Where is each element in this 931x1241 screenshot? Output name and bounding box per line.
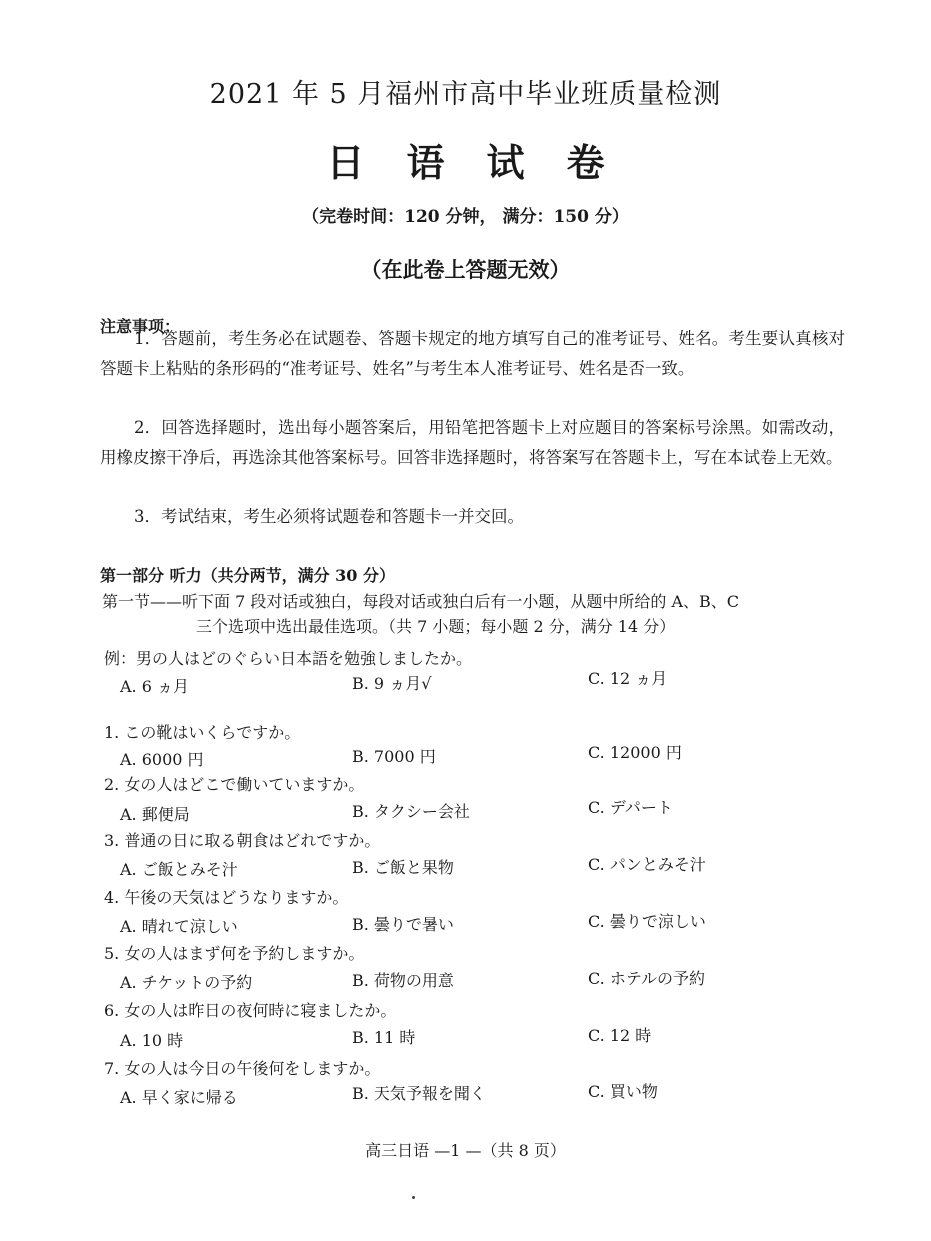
question-3-option-c: C. パンとみそ汁 [588, 855, 706, 874]
notice-heading: 注意事项： [100, 317, 181, 336]
question-1-stem: 1. この靴はいくらですか。 [104, 723, 301, 742]
example-option-b: B. 9 ヵ月√ [352, 674, 432, 693]
no-answer-note: （在此卷上答题无效） [360, 258, 571, 282]
question-6-option-a: A. 10 時 [120, 1031, 184, 1050]
part1-heading: 第一部分 听力（共分两节，满分 30 分） [100, 566, 395, 585]
question-3-option-b: B. ご飯と果物 [352, 858, 454, 877]
exam-title: 2021 年 5 月福州市高中毕业班质量检测 [209, 79, 722, 110]
question-7-option-a: A. 早く家に帰る [120, 1088, 238, 1107]
question-5-option-a: A. チケットの予約 [120, 973, 253, 992]
question-5-option-c: C. ホテルの予約 [588, 969, 706, 988]
question-6-stem: 6. 女の人は昨日の夜何時に寝ましたか。 [104, 1001, 397, 1020]
question-5-stem: 5. 女の人はまず何を予約しますか。 [104, 944, 365, 963]
question-2-stem: 2. 女の人はどこで働いていますか。 [104, 775, 365, 794]
notice-item-1: 1．答题前，考生务必在试题卷、答题卡规定的地方填写自己的准考证号、姓名。考生要认真核对答题卡上粘贴的条形码的“准考证号、姓名”与考生本人准考证号、姓名是否一致。 [100, 329, 845, 378]
notice-item-3: 3．考试结束，考生必须将试题卷和答题卡一并交回。 [134, 507, 524, 526]
question-4-option-b: B. 曇りで暑い [352, 915, 454, 934]
example-option-c: C. 12 ヵ月 [588, 669, 668, 688]
scan-speck [412, 1196, 415, 1199]
page-footer: 高三日语 —1 —（共 8 页） [365, 1141, 566, 1160]
example-option-a: A. 6 ヵ月 [120, 677, 189, 696]
question-5-option-b: B. 荷物の用意 [352, 971, 454, 990]
subject-title: 日语试卷 [326, 141, 647, 185]
question-2-option-c: C. デパート [588, 798, 673, 817]
question-4-option-c: C. 曇りで涼しい [588, 912, 706, 931]
question-7-stem: 7. 女の人は今日の午後何をしますか。 [104, 1059, 381, 1078]
question-4-stem: 4. 午後の天気はどうなりますか。 [104, 888, 349, 907]
question-2-option-a: A. 郵便局 [120, 805, 190, 824]
section1-instruction-line2: 三个选项中选出最佳选项。（共 7 小题；每小题 2 分，满分 14 分） [196, 617, 676, 636]
question-3-option-a: A. ご飯とみそ汁 [120, 860, 238, 879]
exam-time-info: （完卷时间：120 分钟， 满分：150 分） [302, 207, 629, 227]
section1-instruction-line1: 第一节——听下面 7 段对话或独白，每段对话或独白后有一小题，从题中所给的 A、B、C [102, 592, 739, 611]
question-1-option-a: A. 6000 円 [120, 750, 204, 769]
example-stem: 例：男の人はどのぐらい日本語を勉強しましたか。 [104, 649, 473, 668]
question-1-option-c: C. 12000 円 [588, 743, 682, 762]
question-6-option-b: B. 11 時 [352, 1028, 416, 1047]
question-7-option-c: C. 買い物 [588, 1082, 658, 1101]
question-2-option-b: B. タクシー会社 [352, 802, 470, 821]
notice-item-2: 2．回答选择题时，选出每小题答案后，用铅笔把答题卡上对应题目的答案标号涂黑。如需改动，用橡皮擦干净后，再选涂其他答案标号。回答非选择题时，将答案写在答题卡上，写在本试卷上无效。 [100, 418, 845, 467]
question-1-option-b: B. 7000 円 [352, 747, 436, 766]
question-7-option-b: B. 天気予報を聞く [352, 1084, 486, 1103]
question-3-stem: 3. 普通の日に取る朝食はどれですか。 [104, 831, 381, 850]
question-4-option-a: A. 晴れて涼しい [120, 917, 238, 936]
question-6-option-c: C. 12 時 [588, 1026, 652, 1045]
